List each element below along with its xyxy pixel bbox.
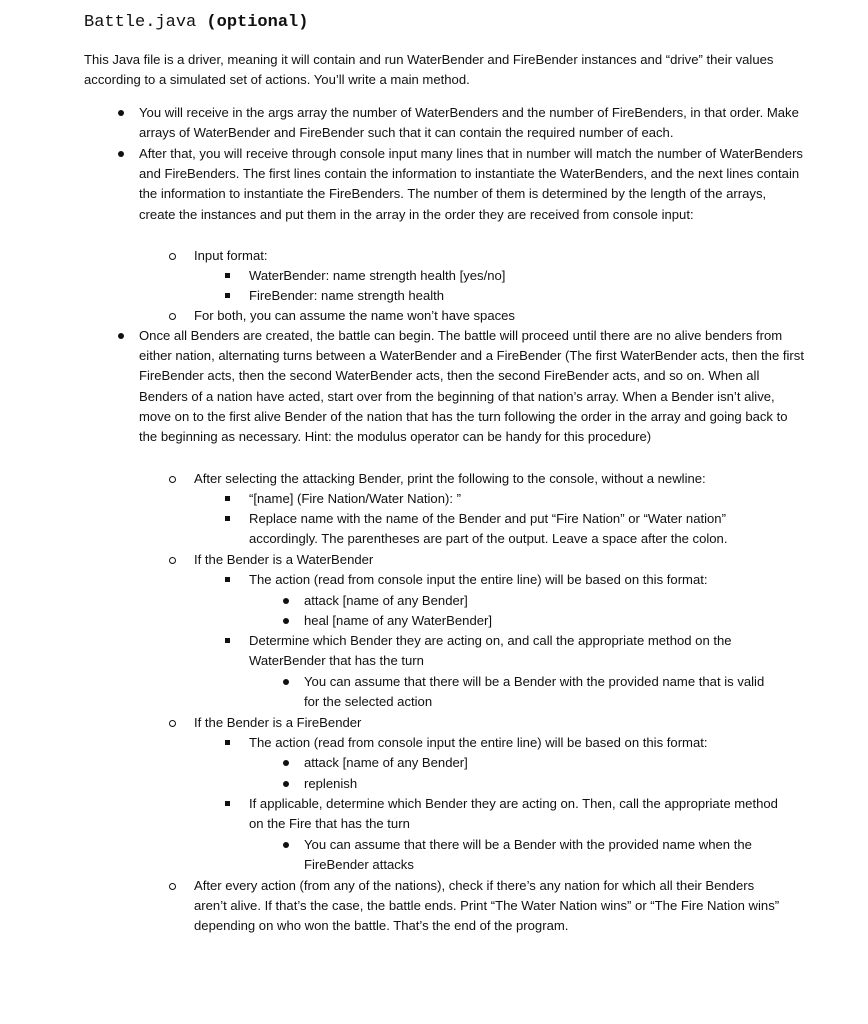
bullet-disc-icon	[118, 110, 124, 116]
list-item-level-2: If the Bender is a FireBender	[194, 715, 362, 730]
heading-optional-tag: (optional)	[206, 13, 309, 32]
list-item-level-2: After selecting the attacking Bender, print the following to the console, without a newline:	[194, 471, 706, 486]
bullet-square-icon	[225, 801, 230, 806]
list-item-level-1: After that, you will receive through console input many lines that in number will match the number of WaterBenders and FireBenders. The first lines contain the information to instantiate the WaterBenders, and the next lines contain the information to instantiate the FireBenders. The number of them is determined by the length of the arrays, create the instances and put them in the array in the order they are received from console input:	[139, 146, 803, 222]
bullet-circle-icon	[169, 313, 176, 320]
bullet-circle-icon	[169, 883, 176, 890]
list-item-level-4: You can assume that there will be a Bender with the provided name that is valid for the selected action	[304, 674, 765, 710]
bullet-disc-icon	[283, 598, 289, 604]
bullet-square-icon	[225, 638, 230, 643]
list-item-level-3: “[name] (Fire Nation/Water Nation): ”	[249, 491, 461, 506]
bullet-square-icon	[225, 293, 230, 298]
list-item-level-1: Once all Benders are created, the battle can begin. The battle will proceed until there are no alive benders from either nation, alternating turns between a WaterBender and a FireBender (The first WaterBender acts, then the first FireBender acts, then the second WaterBender acts, then the second FireBender acts, and so on. When all Benders of a nation have acted, start over from the beginning of that nation’s array. When a Bender isn’t alive, move on to the first alive Bender of the nation that has the turn following the order in the array and going back to the beginning as necessary. Hint: the modulus operator can be handy for this procedure)	[139, 328, 804, 445]
bullet-square-icon	[225, 516, 230, 521]
intro-paragraph: This Java file is a driver, meaning it will contain and run WaterBender and FireBender instances and “drive” their values according to a simulated set of actions. You’ll write a main method.	[84, 52, 774, 88]
bullet-disc-icon	[118, 151, 124, 157]
list-item-level-2: After every action (from any of the nations), check if there’s any nation for which all their Benders aren’t alive. If that’s the case, the battle ends. Print “The Water Nation wins” or “The Fire Nation wins” depending on who won the battle. That’s the end of the program.	[194, 878, 780, 934]
list-item-level-4: You can assume that there will be a Bender with the provided name when the FireBender attacks	[304, 837, 752, 873]
bullet-disc-icon	[283, 781, 289, 787]
bullet-circle-icon	[169, 253, 176, 260]
bullet-disc-icon	[283, 679, 289, 685]
bullet-disc-icon	[283, 618, 289, 624]
heading-filename: Battle.java	[84, 13, 197, 32]
bullet-square-icon	[225, 740, 230, 745]
bullet-circle-icon	[169, 720, 176, 727]
bullet-square-icon	[225, 577, 230, 582]
list-item-level-4: replenish	[304, 776, 358, 791]
list-item-level-4: heal [name of any WaterBender]	[304, 613, 493, 628]
list-item-level-2: Input format:	[194, 248, 268, 263]
bullet-disc-icon	[118, 333, 124, 339]
list-item-level-2: For both, you can assume the name won’t have spaces	[194, 308, 515, 323]
bullet-circle-icon	[169, 476, 176, 483]
list-item-level-1: You will receive in the args array the number of WaterBenders and the number of FireBenders, in that order. Make arrays of WaterBender and FireBender such that it can contain the required number of each.	[139, 105, 799, 141]
section-heading	[84, 12, 308, 34]
bullet-square-icon	[225, 496, 230, 501]
list-item-level-2: If the Bender is a WaterBender	[194, 552, 374, 567]
list-item-level-3: The action (read from console input the entire line) will be based on this format:	[249, 735, 708, 750]
bullet-circle-icon	[169, 557, 176, 564]
list-item-level-3: If applicable, determine which Bender they are acting on. Then, call the appropriate method on the Fire that has the turn	[249, 796, 778, 832]
list-item-level-3: The action (read from console input the entire line) will be based on this format:	[249, 572, 708, 587]
bullet-disc-icon	[283, 842, 289, 848]
list-item-level-3: Determine which Bender they are acting on, and call the appropriate method on the WaterBender that has the turn	[249, 633, 732, 669]
bullet-disc-icon	[283, 760, 289, 766]
list-item-level-3: WaterBender: name strength health [yes/no]	[249, 268, 506, 283]
list-item-level-3: FireBender: name strength health	[249, 288, 445, 303]
list-item-level-4: attack [name of any Bender]	[304, 593, 468, 608]
list-item-level-4: attack [name of any Bender]	[304, 755, 468, 770]
bullet-square-icon	[225, 273, 230, 278]
list-item-level-3: Replace name with the name of the Bender and put “Fire Nation” or “Water nation” accordingly. The parentheses are part of the output. Leave a space after the colon.	[249, 511, 728, 547]
